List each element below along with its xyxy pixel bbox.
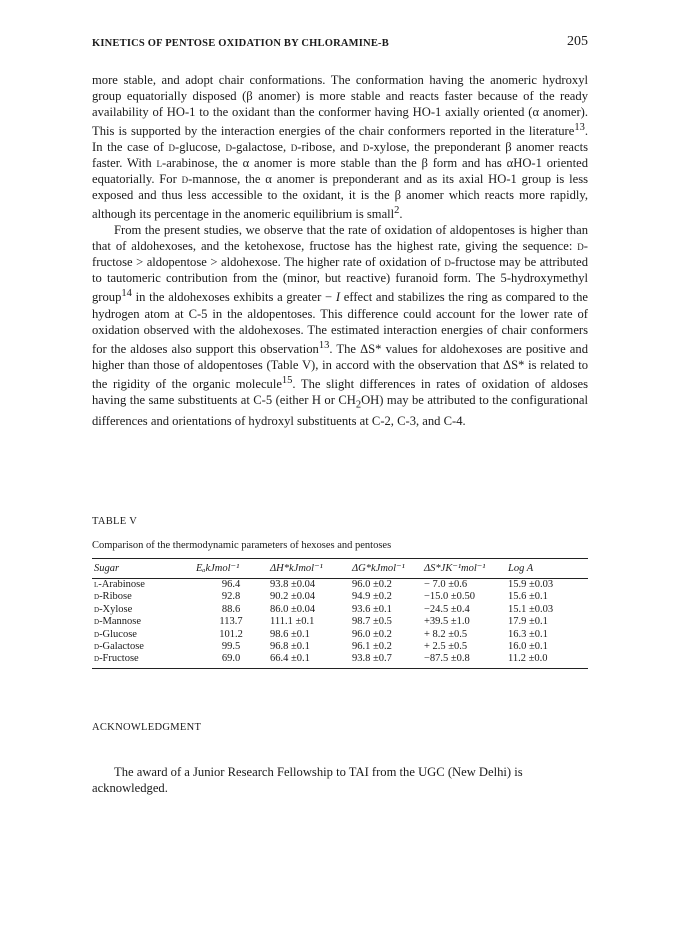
cell-loga: 15.9 ±0.03 [508, 579, 554, 590]
cell-loga: 11.2 ±0.0 [506, 653, 588, 668]
cell-ds: + 2.5 ±0.5 [424, 641, 468, 653]
cell-sugar: l-Arabinose [94, 579, 145, 590]
table-row [92, 591, 588, 603]
cell-dh: 66.4 ±0.1 [268, 653, 350, 668]
cell-dg: 93.8 ±0.7 [350, 653, 422, 668]
cell-sugar: d-Galactose [94, 641, 144, 653]
acknowledgment-text [92, 764, 588, 796]
table-row [92, 616, 588, 628]
cell-dh: 98.6 ±0.1 [270, 628, 310, 640]
col-header-loga: Log A [506, 559, 588, 579]
cell-ea: 101.2 [219, 628, 243, 640]
table-label: TABLE V [92, 516, 138, 527]
cell-ds: +39.5 ±1.0 [424, 616, 470, 628]
cell-ea: 113.7 [219, 616, 243, 628]
cell-sugar: d-Ribose [94, 591, 132, 603]
cell-dh: 96.8 ±0.1 [270, 641, 310, 653]
cell-ds: + 8.2 ±0.5 [424, 628, 468, 640]
cell-ea: 96.4 [221, 579, 241, 590]
col-header-dh: ΔH*kJmol⁻¹ [268, 559, 350, 579]
cell-dh: 93.8 ±0.04 [270, 579, 316, 590]
cell-ea: 99.5 [221, 641, 241, 653]
cell-ea: 88.6 [221, 603, 241, 615]
cell-loga: 15.1 ±0.03 [508, 603, 554, 615]
col-header-ea: EₐkJmol⁻¹ [194, 559, 268, 579]
cell-loga: 15.6 ±0.1 [508, 591, 548, 603]
cell-dg: 93.6 ±0.1 [352, 603, 392, 615]
col-header-dg: ΔG*kJmol⁻¹ [350, 559, 422, 579]
cell-dh: 86.0 ±0.04 [270, 603, 316, 615]
cell-loga: 16.3 ±0.1 [508, 628, 548, 640]
body-text [92, 72, 588, 429]
cell-dg: 98.7 ±0.5 [352, 616, 392, 628]
acknowledgment-paragraph: The award of a Junior Research Fellowship to TAI from the UGC (New Delhi) is acknowledged. [92, 765, 523, 795]
cell-dg: 96.0 ±0.2 [352, 579, 392, 590]
cell-dg: 94.9 ±0.2 [352, 591, 392, 603]
col-header-ds: ΔS*JK⁻¹mol⁻¹ [422, 559, 506, 579]
cell-dh: 90.2 ±0.04 [270, 591, 316, 603]
cell-sugar: d-Xylose [94, 603, 133, 615]
page-number: 205 [567, 34, 588, 49]
cell-loga: 17.9 ±0.1 [508, 616, 548, 628]
cell-sugar: d-Glucose [94, 628, 137, 640]
table-row [92, 653, 588, 668]
table-row [92, 629, 588, 641]
table-caption: Comparison of the thermodynamic parameters of hexoses and pentoses [92, 540, 392, 551]
cell-sugar: d-Mannose [94, 616, 142, 628]
cell-ea: 69.0 [194, 653, 268, 668]
cell-ea: 92.8 [221, 591, 241, 603]
cell-dh: 111.1 ±0.1 [270, 616, 315, 628]
running-head: KINETICS OF PENTOSE OXIDATION BY CHLORAMINE-B [92, 38, 389, 49]
cell-ds: −24.5 ±0.4 [424, 603, 470, 615]
table-row [92, 641, 588, 653]
table-header-row [92, 559, 588, 579]
thermodynamic-table [92, 558, 588, 669]
cell-ds: −87.5 ±0.8 [422, 653, 506, 668]
acknowledgment-heading: ACKNOWLEDGMENT [92, 722, 202, 733]
cell-dg: 96.0 ±0.2 [352, 628, 392, 640]
table-row [92, 579, 588, 592]
cell-dg: 96.1 ±0.2 [352, 641, 392, 653]
col-header-sugar: Sugar [92, 559, 194, 579]
cell-loga: 16.0 ±0.1 [508, 641, 548, 653]
cell-ds: −15.0 ±0.50 [424, 591, 476, 603]
paragraph-1: more stable, and adopt chair conformations. The conformation having the anomeric hydroxyl group equatorially disposed (β anomer) is more stable and reacts faster because of the ready availability of HO-1 to the oxidant than the conformer having HO-1 axially oriented (α anomer). This is supported by the interaction energies of the chair conformers reported in the literature$^{13}$. In the case of d-glucose, d-galactose, d-ribose, and d-xylose, the preponderant β anomer reacts faster. With l-arabinose, the α anomer is more stable than the β form and has αHO-1 oriented equatorially. For d-mannose, the α anomer is preponderant and as its axial HO-1 group is less exposed and thus less accessible to the oxidant, it is the β anomer which reacts more rapidly, although its percentage in the anomeric equilibrium is small$^2$. [92, 73, 588, 222]
cell-sugar: d-Fructose [92, 653, 194, 668]
cell-ds: − 7.0 ±0.6 [424, 579, 468, 590]
table-row [92, 604, 588, 616]
paragraph-2: From the present studies, we observe that the rate of oxidation of aldopentoses is higher than that of aldohexoses, and the ketohexose, fructose has the highest rate, giving the sequence: d-fructose > aldopentose > aldohexose. The higher rate of oxidation of d-fructose may be attributed to tautomeric contribution from the (minor, but reactive) furanoid form. The 5-hydroxymethyl group$^{14}$ in the aldohexoses exhibits a greater − I effect and stabilizes the ring as compared to the hydrogen atom at C-5 in the aldopentoses. This difference could account for the lower rate of oxidation observed with the aldohexoses. The estimated interaction energies of chair conformers for the aldoses also support this observation$^{13}$. The ΔS* values for aldohexoses are positive and higher than those of aldopentoses (Table V), in accord with the observation that ΔS* is related to the rigidity of the organic molecule$^{15}$. The slight differences in rates of oxidation of aldoses having the same substituents at C-5 (either H or $CH_2OH$) may be attributed to the configurational differences and orientations of hydroxyl substituents at C-2, C-3, and C-4. [92, 223, 588, 429]
